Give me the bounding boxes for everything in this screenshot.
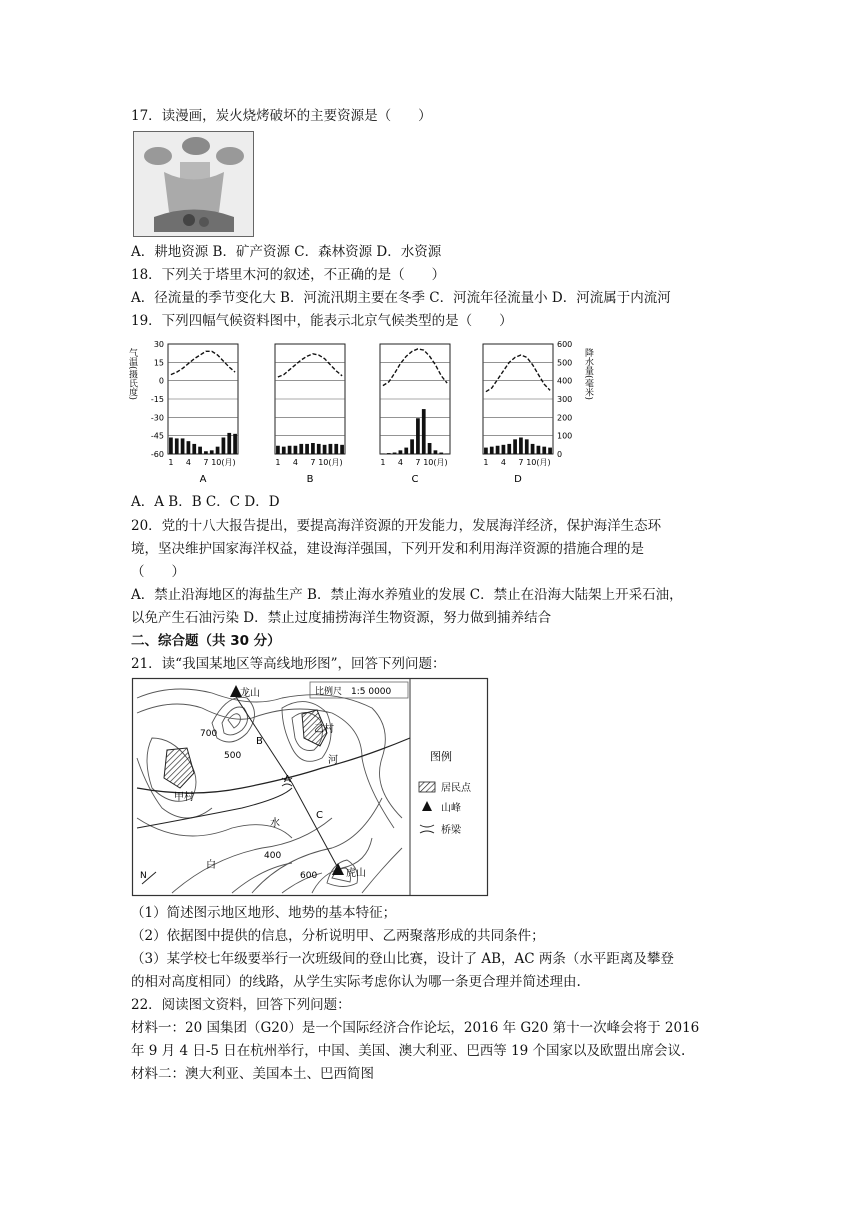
q22-m1b: 年 9 月 4 日-5 日在杭州举行，中国、美国、澳大利亚、巴西等 19 个国家以及欧盟出席会议. [131,1043,686,1059]
q18-options: A．径流量的季节变化大 B．河流汛期主要在冬季 C．河流年径流量小 D．河流属于内流河 [131,290,671,306]
label-he: 河 [328,755,338,766]
right-tick-label: 300 [557,395,573,404]
q20-line1: 20．党的十八大报告提出，要提高海洋资源的开发能力，发展海洋经济，保护海洋生态环 [131,518,662,534]
label-a: A [284,774,291,785]
precip-bar [282,447,286,454]
x-tick-label: 4 [500,458,506,467]
precip-bar [387,453,391,454]
precip-bar [187,441,191,454]
precip-bar [216,447,220,454]
q21-sub3b: 的相对高度相同）的线路，从学生实际考虑你认为哪一条更合理并简述理由. [131,974,581,990]
precip-bar [537,446,541,454]
precip-bar [445,453,449,454]
precip-bar [399,450,403,454]
x-tick-label: 1 [483,458,489,467]
legend-title: 图例 [430,750,452,763]
precip-bar [317,444,321,454]
precip-bar [210,450,214,454]
precip-bar [548,448,552,454]
right-tick-label: 400 [557,376,573,386]
precip-bar [288,446,292,454]
label-longshan: 龙山 [240,688,260,699]
legend-settlement: 居民点 [441,783,471,794]
q21-sub1: （1）简述图示地区地形、地势的基本特征； [131,905,397,921]
climate-charts [127,336,600,488]
x-tick-label: 10(月) [423,458,448,467]
x-tick-label: 7 [415,458,421,467]
x-tick-label: 10(月) [318,458,343,467]
scale-text: 比例尺 1:5 0000 [315,687,392,697]
precip-bar [181,438,185,454]
left-tick-label: -45 [150,431,164,441]
cartoon-drawing [134,132,253,236]
q17-stem: 17．读漫画，炭火烧烤破坏的主要资源是（ ） [131,108,432,124]
precip-bar [490,447,494,454]
precip-bar [233,434,237,454]
precip-bar [294,446,298,454]
precip-bar [507,444,511,454]
right-tick-label: 100 [557,431,573,441]
right-axis-label: 降水量(毫米) [583,348,593,401]
precip-bar [222,438,226,455]
precip-bar [434,450,438,454]
chart-letter: D [514,474,522,485]
precip-bar [393,453,397,454]
precip-bar [484,448,488,454]
precip-bar [525,439,529,454]
precip-bar [519,438,523,455]
q20-line3: （ ） [131,564,185,580]
q21-sub2: （2）依据图中提供的信息，分析说明甲、乙两聚落形成的共同条件； [131,928,545,944]
right-tick-label: 0 [557,450,563,459]
q19-options: A．A B．B C．C D．D [131,494,280,510]
precip-bar [276,446,280,454]
q22-m2: 材料二：澳大利亚、美国本土、巴西简图 [131,1066,374,1082]
label-yicun: 乙村 [314,724,334,735]
label-jiacun: 甲村 [174,792,194,803]
left-tick-label: 30 [153,340,164,349]
label-shui: 水 [270,818,280,829]
cartoon-image [133,131,254,237]
precip-bar [169,438,173,455]
q20-line2: 境，坚决维护国家海洋权益，建设海洋强国，下列开发和利用海洋资源的措施合理的是 [131,541,644,557]
right-tick-label: 600 [557,340,573,349]
precip-bar [496,446,500,454]
precip-bar [410,439,414,454]
right-tick-label: 200 [557,413,573,423]
precip-bar [340,445,344,454]
q21-sub3a: （3）某学校七年级要举行一次班级间的登山比赛，设计了 AB，AC 两条（水平距离及攀登 [131,951,674,967]
label-hushan: 虎山 [346,868,366,879]
left-tick-label: 15 [153,358,164,368]
precip-bar [513,439,517,454]
q17-options: A．耕地资源 B．矿产资源 C．森林资源 D．水资源 [131,244,442,260]
precip-bar [227,433,231,454]
x-tick-label: 10(月) [211,458,236,467]
x-tick-label: 4 [185,458,191,467]
left-axis-label: 气温(摄氏度) [127,348,137,401]
precip-bar [299,444,303,454]
chart-letter: A [199,474,207,485]
q20-opt1: A．禁止沿海地区的海盐生产 B．禁止海水养殖业的发展 C．禁止在沿海大陆架上开采石油， [131,587,683,603]
x-tick-label: 7 [518,458,524,467]
precip-bar [323,445,327,454]
section-heading: 二、综合题（共 30 分） [131,633,281,649]
x-tick-label: 4 [397,458,403,467]
right-tick-label: 500 [557,358,573,368]
label-600: 600 [300,871,318,881]
precip-bar [198,447,202,454]
x-tick-label: 4 [292,458,298,467]
chart-letter: C [411,474,419,485]
q21-stem: 21．读“我国某地区等高线地形图”，回答下列问题： [131,656,446,672]
precip-bar [428,443,432,454]
precip-bar [416,418,420,454]
x-tick-label: 7 [203,458,209,467]
q20-opt2: 以免产生石油污染 D．禁止过度捕捞海洋生物资源，努力做到捕养结合 [131,610,552,626]
precip-bar [542,447,546,454]
precip-bar [422,409,426,454]
precip-bar [381,453,385,454]
label-400: 400 [264,851,282,861]
precip-bar [439,453,443,454]
left-tick-label: -60 [150,450,164,459]
precip-bar [305,444,309,454]
legend-bridge: 桥梁 [441,825,461,836]
label-500: 500 [224,751,242,761]
precip-bar [334,444,338,454]
left-tick-label: 0 [158,376,164,386]
legend-settlement-icon [419,782,435,792]
x-tick-label: 1 [168,458,174,467]
label-b: B [256,736,263,747]
precip-bar [204,451,208,454]
left-tick-label: -15 [150,395,164,404]
precip-bar [404,448,408,454]
precip-bar [175,438,179,454]
chart-letter: B [306,474,314,485]
precip-bar [311,443,315,454]
x-tick-label: 10(月) [526,458,551,467]
left-tick-label: -30 [150,413,164,423]
precip-bar [502,445,506,454]
precip-bar [329,444,333,454]
legend-peak: 山峰 [441,803,461,814]
label-c: C [316,810,323,821]
precip-bar [531,444,535,454]
x-tick-label: 7 [310,458,316,467]
contour-map [132,678,488,896]
label-700: 700 [200,729,218,739]
q19-stem: 19．下列四幅气候资料图中，能表示北京气候类型的是（ ） [131,313,513,329]
q22-stem: 22．阅读图文资料，回答下列问题： [131,997,351,1013]
x-tick-label: 1 [380,458,386,467]
label-bai: 白 [206,860,216,871]
q22-m1a: 材料一：20 国集团（G20）是一个国际经济合作论坛，2016 年 G20 第十一次峰会将于 2016 [131,1020,700,1036]
precip-bar [192,444,196,454]
q18-stem: 18．下列关于塔里木河的叙述，不正确的是（ ） [131,267,446,283]
north-label: N [140,871,147,881]
x-tick-label: 1 [275,458,281,467]
